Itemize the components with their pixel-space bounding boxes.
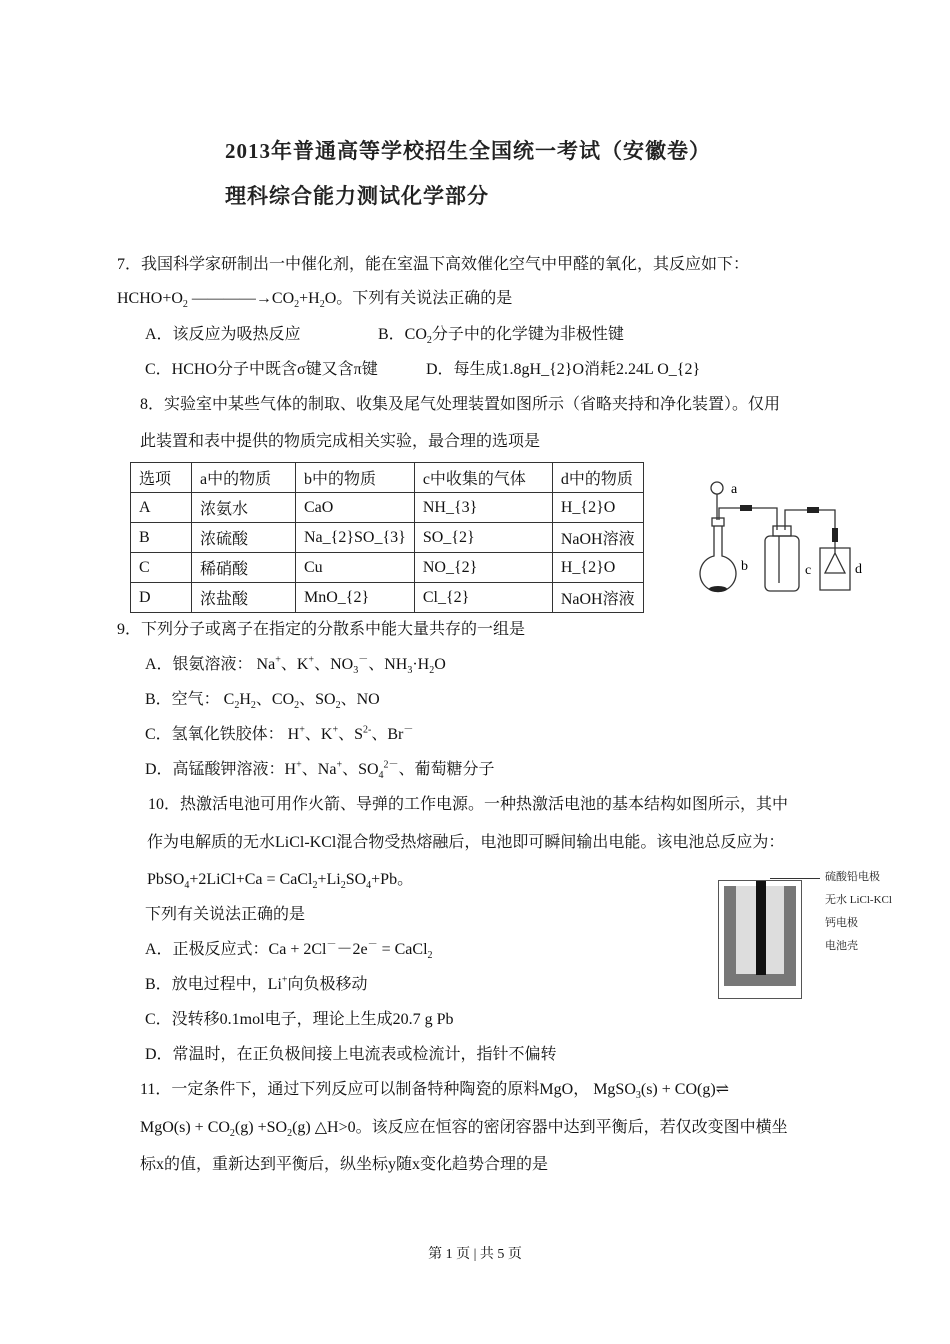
table-cell: NO_{2}	[414, 553, 552, 583]
exam-subtitle: 理科综合能力测试化学部分	[225, 184, 489, 208]
table-row	[131, 523, 644, 553]
q10-option-c: C．没转移0.1mol电子，理论上生成20.7 g Pb	[145, 1011, 454, 1028]
q7-equation: $HCHO+O_2$ $————\to CO_2+H_2O$。下列有关说法正确的是	[117, 290, 513, 311]
q9-option-a: A．银氨溶液： Na+、K+、$NO_3^-$、$NH_3\cdot H_2O$	[145, 654, 446, 677]
table-header: c中收集的气体	[414, 463, 552, 493]
q11-stem: 11．一定条件下，通过下列反应可以制备特种陶瓷的原料MgO， MgSO$_3$(s) + CO(g)⇌	[140, 1081, 730, 1102]
table-cell: NaOH溶液	[552, 523, 643, 553]
table-header-row	[131, 463, 644, 493]
table-cell: Cu	[296, 553, 415, 583]
label-d: d	[855, 562, 862, 577]
table-cell: 浓氨水	[192, 493, 296, 523]
table-cell: C	[131, 553, 192, 583]
table-cell: 稀硝酸	[192, 553, 296, 583]
page-footer: 第 1 页 | 共 5 页	[428, 1247, 522, 1262]
table-row	[131, 493, 644, 523]
table-cell: B	[131, 523, 192, 553]
q8-stem-2: 此装置和表中提供的物质完成相关实验，最合理的选项是	[140, 433, 541, 450]
q10-stem: 10．热激活电池可用作火箭、导弹的工作电源。一种热激活电池的基本结构如图所示，其中	[148, 796, 789, 813]
q8-stem: 8．实验室中某些气体的制取、收集及尾气处理装置如图所示（省略夹持和净化装置）。仅用	[140, 396, 781, 413]
q10-stem-2: 作为电解质的无水LiCl-KCl混合物受热熔融后，电池即可瞬间输出电能。该电池总反应为：	[147, 834, 785, 851]
table-cell: H_{2}O	[552, 493, 643, 523]
label-electrolyte: 无水 LiCl-KCl	[825, 894, 892, 906]
q10-option-b: B．放电过程中，Li+向负极移动	[145, 974, 368, 993]
table-cell: D	[131, 583, 192, 613]
q11-stem-3: 标x的值，重新达到平衡后，纵坐标y随x变化趋势合理的是	[140, 1156, 549, 1173]
table-row	[131, 583, 644, 613]
table-cell: NaOH溶液	[552, 583, 643, 613]
q7-option-a: A．该反应为吸热反应	[145, 326, 301, 343]
table-cell: CaO	[296, 493, 415, 523]
table-cell: 浓盐酸	[192, 583, 296, 613]
q8-table	[130, 462, 644, 613]
table-cell: Cl_{2}	[414, 583, 552, 613]
table-cell: NH_{3}	[414, 493, 552, 523]
table-row	[131, 553, 644, 583]
table-cell: H_{2}O	[552, 553, 643, 583]
table-header: d中的物质	[552, 463, 643, 493]
q10-equation: PbSO$_4$+2LiCl+Ca = $CaCl_2+Li_2SO_4+Pb$。	[147, 871, 414, 892]
q7-stem: 7．我国科学家研制出一中催化剂，能在室温下高效催化空气中甲醛的氧化，其反应如下：	[117, 256, 750, 273]
q11-equation: $MgO(s) + CO_2(g) +SO_2(g)$ △H>0。该反应在恒容的密闭容器中达到平衡后，若仅改变图中横坐	[140, 1119, 788, 1140]
q9-option-c: C．氢氧化铁胶体： H+、K+、$S^{2-}$、Br－	[145, 724, 414, 743]
battery-figure	[718, 880, 802, 999]
table-cell: Na_{2}SO_{3}	[296, 523, 415, 553]
label-lead-sulfate-electrode: 硫酸铅电极	[825, 871, 880, 883]
q9-option-b: B．空气： $C_2H_2$、$CO_2$、$SO_2$、NO	[145, 691, 380, 712]
q9-stem: 9．下列分子或离子在指定的分散系中能大量共存的一组是	[117, 621, 526, 638]
label-calcium-electrode: 钙电极	[825, 917, 858, 929]
table-cell: A	[131, 493, 192, 523]
table-header: a中的物质	[192, 463, 296, 493]
table-cell: SO_{2}	[414, 523, 552, 553]
q10-stem-4: 下列有关说法正确的是	[145, 906, 306, 923]
leader-line	[770, 878, 820, 879]
q7-option-d: D．每生成1.8gH_{2}O消耗2.24L O_{2}	[426, 361, 701, 378]
q7-option-c: C．HCHO分子中既含σ键又含π键	[145, 361, 378, 378]
table-cell: MnO_{2}	[296, 583, 415, 613]
gas-apparatus-figure	[695, 478, 875, 603]
label-battery-shell: 电池壳	[825, 940, 858, 952]
q7-option-b: B．$CO_2$分子中的化学键为非极性键	[378, 326, 624, 347]
q9-option-d: D．高锰酸钾溶液：H+、Na+、$SO_4^{2-}$、葡萄糖分子	[145, 759, 495, 782]
label-c: c	[805, 563, 812, 578]
q10-option-d: D．常温时，在正负极间接上电流表或检流计，指针不偏转	[145, 1046, 557, 1063]
label-b: b	[741, 559, 748, 574]
exam-title: 2013年普通高等学校招生全国统一考试（安徽卷）	[225, 139, 711, 163]
table-header: b中的物质	[296, 463, 415, 493]
q10-option-a: A．正极反应式：Ca + 2Cl－－2e－ = CaCl$_2$	[145, 939, 433, 962]
label-a: a	[731, 482, 738, 497]
table-cell: 浓硫酸	[192, 523, 296, 553]
table-header: 选项	[131, 463, 192, 493]
